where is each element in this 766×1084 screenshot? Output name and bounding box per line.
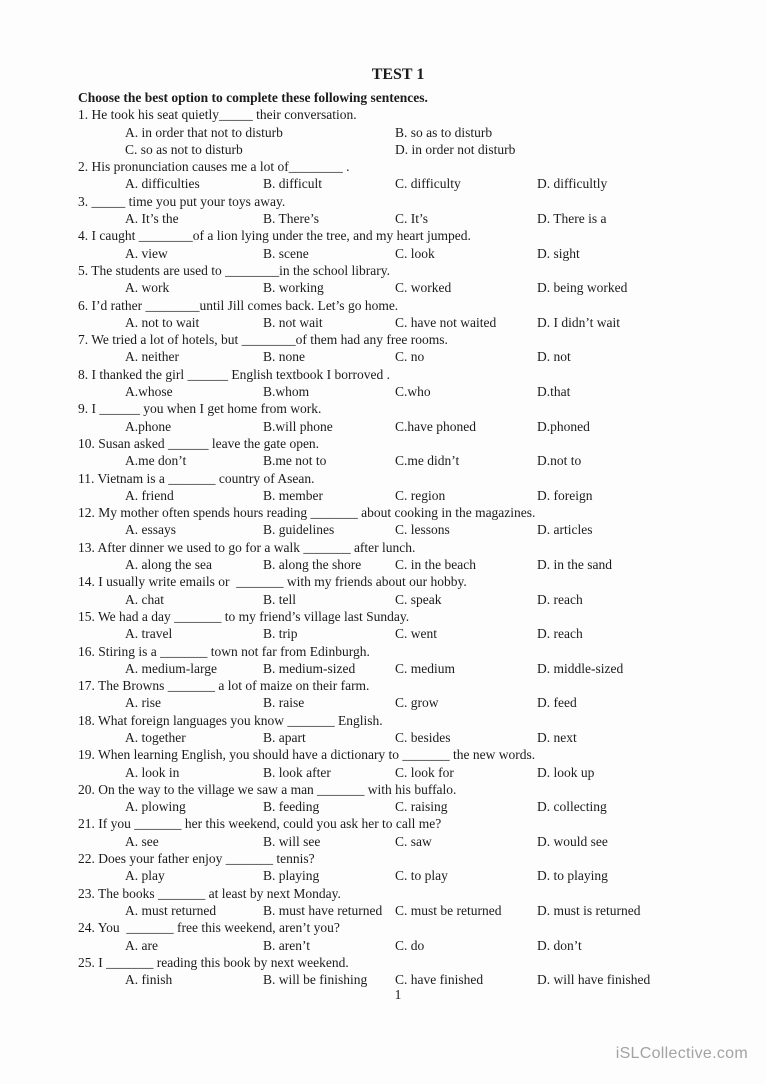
options-row xyxy=(78,314,718,331)
options-row xyxy=(78,937,718,954)
options-row xyxy=(78,521,718,538)
option-c: C. difficulty xyxy=(395,176,461,192)
option-b: B. There’s xyxy=(263,211,319,227)
question-16 xyxy=(78,643,718,678)
option-b: B.whom xyxy=(263,384,310,400)
option-b: B. difficult xyxy=(263,176,322,192)
question-4 xyxy=(78,227,718,262)
question-7 xyxy=(78,331,718,366)
question-text: 17. The Browns _______ a lot of maize on their farm. xyxy=(78,678,370,694)
question-text: 19. When learning English, you should have a dictionary to _______ the new words. xyxy=(78,747,536,763)
option-b: B. aren’t xyxy=(263,937,310,953)
option-a: A. medium-large xyxy=(125,660,217,676)
options-row xyxy=(78,383,718,400)
option-a: A. neither xyxy=(125,349,179,365)
option-b: B. member xyxy=(263,487,323,503)
option-d: D. being worked xyxy=(537,280,628,296)
option-d: D. middle-sized xyxy=(537,660,624,676)
question-1 xyxy=(78,106,718,158)
option-c: C. grow xyxy=(395,695,439,711)
option-a: A. play xyxy=(125,868,165,884)
option-b: B. will see xyxy=(263,833,321,849)
options-row xyxy=(78,348,718,365)
option-d: D. look up xyxy=(537,764,595,780)
option-a: A. work xyxy=(125,280,170,296)
question-text: 3. _____ time you put your toys away. xyxy=(78,193,286,209)
options-row xyxy=(78,694,718,711)
option-d: D. don’t xyxy=(537,937,582,953)
options-row xyxy=(78,729,718,746)
question-3 xyxy=(78,193,718,228)
options-row xyxy=(78,764,718,781)
question-12 xyxy=(78,504,718,539)
options-row xyxy=(78,210,718,227)
question-text: 25. I _______ reading this book by next weekend. xyxy=(78,954,349,970)
option-c: C. saw xyxy=(395,833,432,849)
option-a: A. not to wait xyxy=(125,314,200,330)
option-a: A. difficulties xyxy=(125,176,200,192)
option-c: C. besides xyxy=(395,729,451,745)
question-text: 2. His pronunciation causes me a lot of________ . xyxy=(78,159,350,175)
options-row xyxy=(78,902,718,919)
option-a: A. are xyxy=(125,937,158,953)
option-c: C. worked xyxy=(395,280,452,296)
question-21 xyxy=(78,815,718,850)
option-c: C. lessons xyxy=(395,522,450,538)
option-a: A. rise xyxy=(125,695,161,711)
option-d: D. must is returned xyxy=(537,902,641,918)
question-text: 24. You _______ free this weekend, aren’t you? xyxy=(78,920,340,936)
option-b: B. will be finishing xyxy=(263,972,368,988)
options-row xyxy=(78,556,718,573)
option-b: B. feeding xyxy=(263,799,320,815)
question-11 xyxy=(78,470,718,505)
question-text: 6. I’d rather ________until Jill comes back. Let’s go home. xyxy=(78,297,399,313)
option-b: B. look after xyxy=(263,764,331,780)
options-row xyxy=(78,625,718,642)
option-d: D. next xyxy=(537,729,577,745)
option-a: A. together xyxy=(125,729,186,745)
option-b: B. none xyxy=(263,349,305,365)
option-d: D. reach xyxy=(537,591,583,607)
option-c: C. have finished xyxy=(395,972,484,988)
question-9 xyxy=(78,400,718,435)
option-d: D. in order not disturb xyxy=(395,141,516,157)
option-b: B. must have returned xyxy=(263,902,383,918)
option-a: A.me don’t xyxy=(125,453,187,469)
option-a: A. finish xyxy=(125,972,173,988)
option-a: A. travel xyxy=(125,626,173,642)
option-c: C. have not waited xyxy=(395,314,497,330)
watermark: iSLCollective.com xyxy=(615,1044,748,1062)
option-a: A. plowing xyxy=(125,799,186,815)
question-text: 11. Vietnam is a _______ country of Asean. xyxy=(78,470,315,486)
question-5 xyxy=(78,262,718,297)
option-d: D. not xyxy=(537,349,571,365)
question-text: 8. I thanked the girl ______ English textbook I borroved . xyxy=(78,366,390,382)
option-b: B. so as to disturb xyxy=(395,124,493,140)
option-b: B. along the shore xyxy=(263,557,362,573)
question-text: 21. If you _______ her this weekend, could you ask her to call me? xyxy=(78,816,442,832)
option-b: B. scene xyxy=(263,245,309,261)
option-b: B. not wait xyxy=(263,314,323,330)
option-a: A. view xyxy=(125,245,168,261)
question-22 xyxy=(78,850,718,885)
question-6 xyxy=(78,297,718,332)
option-b: B. guidelines xyxy=(263,522,335,538)
option-b: B. working xyxy=(263,280,324,296)
option-c: C. look xyxy=(395,245,435,261)
option-d: D. feed xyxy=(537,695,577,711)
question-list xyxy=(78,106,718,988)
options-row xyxy=(78,867,718,884)
option-b: B. apart xyxy=(263,729,306,745)
question-text: 16. Stiring is a _______ town not far from Edinburgh. xyxy=(78,643,370,659)
option-d: D.not to xyxy=(537,453,582,469)
option-a: A. must returned xyxy=(125,902,217,918)
options-row xyxy=(78,245,718,262)
option-c: C.have phoned xyxy=(395,418,476,434)
option-b: B. raise xyxy=(263,695,305,711)
option-c: C. medium xyxy=(395,660,455,676)
question-text: 13. After dinner we used to go for a walk _______ after lunch. xyxy=(78,539,416,555)
option-a: A. along the sea xyxy=(125,557,212,573)
options-row xyxy=(78,141,718,158)
option-a: A.phone xyxy=(125,418,172,434)
option-d: D. There is a xyxy=(537,211,607,227)
option-b: B. medium-sized xyxy=(263,660,356,676)
question-20 xyxy=(78,781,718,816)
document-content xyxy=(78,64,718,988)
option-a: A. friend xyxy=(125,487,174,503)
options-row xyxy=(78,175,718,192)
options-row xyxy=(78,591,718,608)
option-c: C. speak xyxy=(395,591,442,607)
option-c: C. raising xyxy=(395,799,448,815)
question-text: 10. Susan asked ______ leave the gate open. xyxy=(78,435,320,451)
option-c: C. in the beach xyxy=(395,557,476,573)
option-d: D. to playing xyxy=(537,868,608,884)
option-c: C. went xyxy=(395,626,437,642)
page-title: TEST 1 xyxy=(371,66,425,83)
question-25 xyxy=(78,954,718,989)
question-text: 14. I usually write emails or _______ with my friends about our hobby. xyxy=(78,574,467,590)
option-b: B. trip xyxy=(263,626,298,642)
option-d: D. sight xyxy=(537,245,580,261)
instruction-line: Choose the best option to complete these following sentences. xyxy=(78,90,428,105)
option-a: A. chat xyxy=(125,591,164,607)
option-d: D. collecting xyxy=(537,799,607,815)
option-c: C. region xyxy=(395,487,446,503)
options-row xyxy=(78,833,718,850)
question-text: 15. We had a day _______ to my friend’s village last Sunday. xyxy=(78,608,410,624)
option-b: B.will phone xyxy=(263,418,333,434)
question-2 xyxy=(78,158,718,193)
option-c: C. must be returned xyxy=(395,902,502,918)
option-a: A. look in xyxy=(125,764,180,780)
question-19 xyxy=(78,746,718,781)
question-13 xyxy=(78,539,718,574)
option-a: A. see xyxy=(125,833,159,849)
option-d: D. difficultly xyxy=(537,176,608,192)
option-c: C. do xyxy=(395,937,425,953)
option-d: D. will have finished xyxy=(537,972,651,988)
option-c: C. It’s xyxy=(395,211,429,227)
options-row xyxy=(78,279,718,296)
option-a: A. in order that not to disturb xyxy=(125,124,283,140)
question-24 xyxy=(78,919,718,954)
option-d: D.that xyxy=(537,384,571,400)
option-d: D. would see xyxy=(537,833,608,849)
option-d: D. articles xyxy=(537,522,593,538)
options-row xyxy=(78,660,718,677)
option-c: C. so as not to disturb xyxy=(125,141,243,157)
option-d: D. foreign xyxy=(537,487,593,503)
question-text: 5. The students are used to ________in the school library. xyxy=(78,262,390,278)
options-row xyxy=(78,418,718,435)
option-a: A. essays xyxy=(125,522,176,538)
option-c: C.who xyxy=(395,384,431,400)
option-c: C.me didn’t xyxy=(395,453,460,469)
question-14 xyxy=(78,573,718,608)
options-row xyxy=(78,798,718,815)
question-10 xyxy=(78,435,718,470)
option-a: A. It’s the xyxy=(125,211,179,227)
question-text: 23. The books _______ at least by next Monday. xyxy=(78,885,341,901)
option-c: C. look for xyxy=(395,764,454,780)
option-d: D. reach xyxy=(537,626,583,642)
question-text: 9. I ______ you when I get home from work. xyxy=(78,401,322,417)
question-18 xyxy=(78,712,718,747)
question-text: 7. We tried a lot of hotels, but ________of them had any free rooms. xyxy=(78,332,448,348)
page-number: 1 xyxy=(394,987,402,1002)
question-17 xyxy=(78,677,718,712)
option-d: D.phoned xyxy=(537,418,590,434)
options-row xyxy=(78,487,718,504)
question-text: 4. I caught ________of a lion lying under the tree, and my heart jumped. xyxy=(78,228,471,244)
option-c: C. to play xyxy=(395,868,448,884)
question-text: 20. On the way to the village we saw a man _______ with his buffalo. xyxy=(78,781,457,797)
question-text: 22. Does your father enjoy _______ tennis? xyxy=(78,851,315,867)
question-23 xyxy=(78,885,718,920)
option-b: B. tell xyxy=(263,591,296,607)
option-c: C. no xyxy=(395,349,425,365)
options-row xyxy=(78,124,718,141)
option-a: A.whose xyxy=(125,384,173,400)
option-b: B.me not to xyxy=(263,453,327,469)
option-d: D. I didn’t wait xyxy=(537,314,620,330)
question-text: 1. He took his seat quietly_____ their conversation. xyxy=(78,107,357,123)
option-d: D. in the sand xyxy=(537,557,612,573)
question-8 xyxy=(78,366,718,401)
options-row xyxy=(78,452,718,469)
question-text: 18. What foreign languages you know _______ English. xyxy=(78,712,383,728)
question-text: 12. My mother often spends hours reading _______ about cooking in the magazines. xyxy=(78,505,536,521)
option-b: B. playing xyxy=(263,868,320,884)
question-15 xyxy=(78,608,718,643)
